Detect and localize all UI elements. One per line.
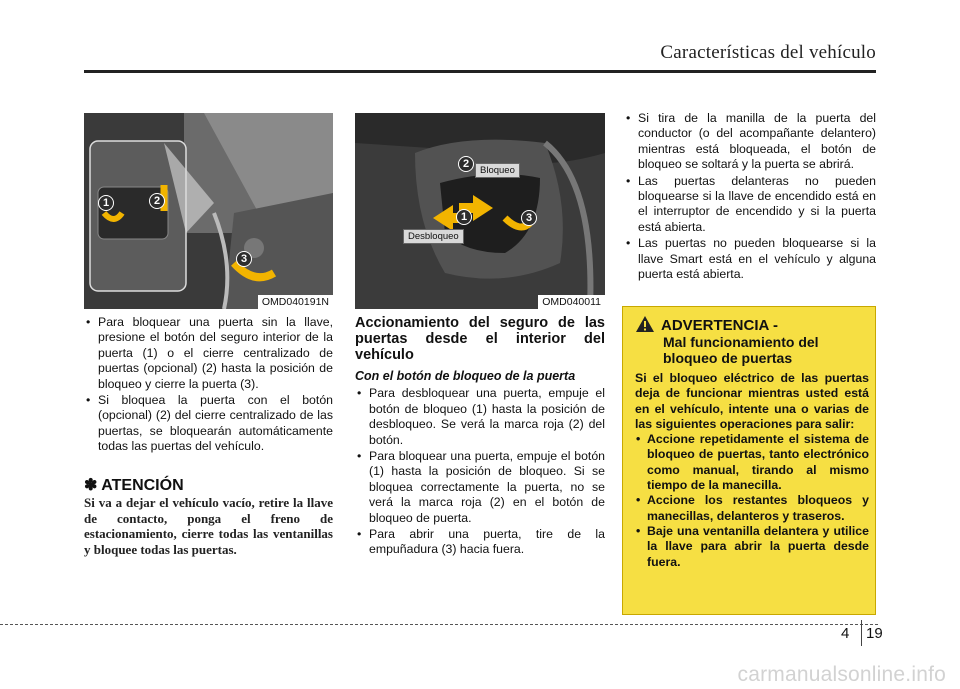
callout-2: 2	[458, 156, 474, 172]
callout-2: 2	[149, 193, 165, 209]
list-item: • Si bloquea la puerta con el botón (opcional) (2) del cierre centralizado de las puertas, se bloquearán automáticamente todas las puertas del vehículo.	[84, 393, 333, 455]
warning-title-row	[635, 315, 869, 334]
list-item: • Las puertas delanteras no pueden bloquearse si la llave de encendido está en el interruptor de encendido y si la puerta está abierta.	[624, 174, 876, 236]
warning-content	[635, 315, 869, 570]
warning-title: ADVERTENCIA -	[661, 317, 778, 334]
bullet-list	[624, 111, 876, 282]
footer-rule	[0, 624, 878, 625]
warning-intro: Si el bloqueo eléctrico de las puertas deja de funcionar mientras usted está en el vehículo, intente una o varias de las siguientes operaciones para salir:	[635, 371, 869, 431]
callout-3: 3	[236, 251, 252, 267]
page-header-title: Características del vehículo	[660, 42, 876, 63]
unlock-label: Desbloqueo	[403, 229, 464, 244]
section-subheading: Con el botón de bloqueo de la puerta	[355, 369, 576, 383]
callout-1: 1	[456, 209, 472, 225]
warning-box	[622, 306, 876, 615]
warning-list	[635, 432, 869, 570]
list-item: • Baje una ventanilla delantera y utilice la llave para abrir la puerta desde fuera.	[635, 524, 869, 570]
footer-divider	[861, 620, 862, 646]
chapter-number: 4	[841, 625, 850, 642]
callout-1: 1	[98, 195, 114, 211]
list-item: • Las puertas no pueden bloquearse si la llave Smart está en el vehículo y alguna puerta está abierta.	[624, 236, 876, 282]
attention-text: Si va a dejar el vehículo vacío, retire la llave de contacto, ponga el freno de estacionamiento, cierre todas las ventanillas y bloquee todas las puertas.	[84, 495, 333, 557]
column-3	[624, 111, 876, 283]
door-handle-illustration	[355, 113, 605, 309]
list-item: • Para desbloquear una puerta, empuje el botón de bloqueo (1) hasta la posición de desbloqueo. Se verá la marca roja (2) del botón.	[355, 386, 605, 448]
callout-3: 3	[521, 210, 537, 226]
watermark: carmanualsonline.info	[737, 663, 946, 686]
header-rule	[84, 70, 876, 73]
figure-code: OMD040011	[538, 295, 605, 309]
list-item: • Accione repetidamente el sistema de bloqueo de puertas, tanto electrónico como manual, tirando al mismo tiempo de la manecilla.	[635, 432, 869, 493]
warning-subtitle: Mal funcionamiento del bloqueo de puertas	[663, 334, 819, 366]
attention-title: ✽ ATENCIÓN	[84, 476, 184, 494]
bullet-list	[84, 315, 333, 455]
list-item: • Si tira de la manilla de la puerta del conductor (o del acompañante delantero) mientras está bloqueada, el botón de bloqueo se soltará y la puerta se abrirá.	[624, 111, 876, 173]
list-item: • Para bloquear una puerta, empuje el botón (1) hasta la posición de bloqueo. Si se bloquea correctamente la puerta, no se verá la marca roja (2) en el botón de bloqueo de puerta.	[355, 449, 605, 526]
list-item: • Accione los restantes bloqueos y manecillas, delanteros y traseros.	[635, 493, 869, 524]
list-item: • Para bloquear una puerta sin la llave, presione el botón del seguro interior de la puerta (1) o el cierre centralizado de puertas (opcional) (2) hasta la posición de bloqueo y cierre la puerta (3).	[84, 315, 333, 392]
page-number: 19	[866, 625, 883, 642]
lock-label: Bloqueo	[475, 163, 520, 178]
warning-body	[635, 371, 869, 570]
figure-door-lock-exterior	[84, 113, 333, 309]
column-2	[355, 315, 605, 559]
section-heading: Accionamiento del seguro de las puertas desde el interior del vehículo	[355, 315, 605, 363]
warning-triangle-icon	[635, 315, 655, 333]
door-illustration	[84, 113, 333, 309]
bullet-list	[355, 386, 605, 557]
figure-door-lock-interior	[355, 113, 605, 309]
column-1	[84, 315, 333, 557]
figure-code: OMD040191N	[258, 295, 333, 309]
list-item: • Para abrir una puerta, tire de la empuñadura (3) hacia fuera.	[355, 527, 605, 558]
